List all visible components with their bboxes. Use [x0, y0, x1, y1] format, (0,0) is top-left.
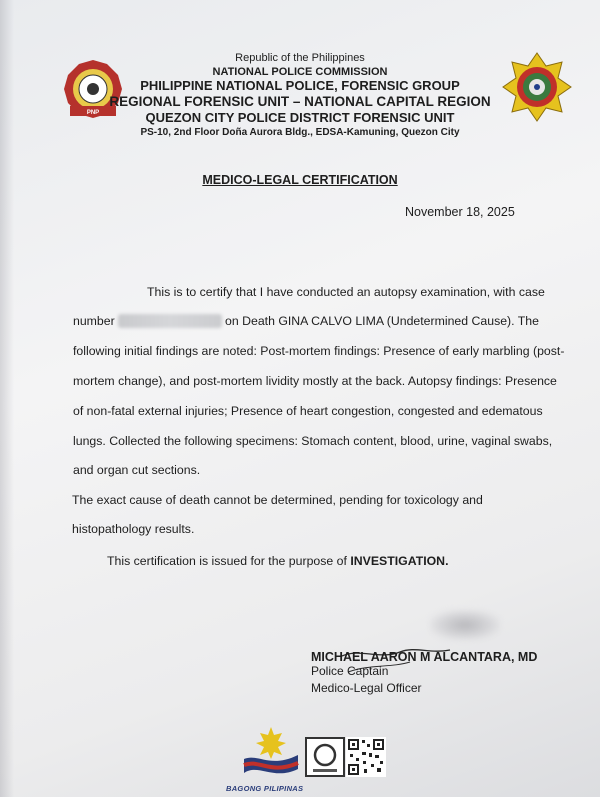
qr-code-icon: [346, 737, 386, 777]
body-line-2-prefix: number: [73, 314, 115, 328]
signatory-name: MICHAEL AARON M ALCANTARA, MD: [311, 650, 538, 664]
footer-caption: BAGONG PILIPINAS: [226, 784, 304, 793]
signatory-rank: Police Captain: [311, 664, 389, 678]
bagong-pilipinas-logo-icon: [240, 725, 302, 781]
circle-emblem-icon: [307, 739, 343, 775]
body-line-4: mortem change), and post-mortem lividity mostly at the back. Autopsy findings: Presence: [73, 374, 557, 388]
letterhead-napolcom: NATIONAL POLICE COMMISSION: [212, 66, 388, 78]
svg-text:PNP: PNP: [86, 110, 100, 116]
purpose-bold: INVESTIGATION.: [350, 554, 449, 568]
letterhead-republic: Republic of the Philippines: [235, 52, 365, 64]
cause-line-2: histopathology results.: [72, 522, 195, 536]
purpose-prefix: This certification is issued for the purpose of: [107, 554, 351, 568]
cause-line-1: The exact cause of death cannot be determined, pending for toxicology and: [72, 493, 483, 507]
body-line-6: lungs. Collected the following specimens: Stomach content, blood, urine, vaginal swabs,: [73, 434, 553, 448]
body-line-5: of non-fatal external injuries; Presence of heart congestion, congested and edematous: [73, 404, 543, 418]
document-date: November 18, 2025: [405, 205, 515, 219]
page-shadow: [0, 0, 14, 797]
letterhead-address: PS-10, 2nd Floor Doña Aurora Bldg., EDSA-Kamuning, Quezon City: [140, 127, 460, 138]
body-line-7: and organ cut sections.: [73, 463, 201, 477]
letterhead-district-unit: QUEZON CITY POLICE DISTRICT FORENSIC UNIT: [145, 110, 455, 125]
letterhead-pnp: PHILIPPINE NATIONAL POLICE, FORENSIC GROUP: [140, 78, 460, 93]
footer-emblem-icon: [305, 737, 345, 777]
letterhead-regional-unit: REGIONAL FORENSIC UNIT – NATIONAL CAPITAL REGION: [109, 94, 491, 109]
body-line-1: This is to certify that I have conducted an autopsy examination, with case: [147, 285, 545, 299]
purpose-statement: [107, 554, 448, 568]
body-line-2-suffix: on Death GINA CALVO LIMA (Undetermined Cause). The: [225, 314, 539, 328]
signatory-role: Medico-Legal Officer: [311, 681, 422, 695]
signature-blur: [430, 610, 500, 640]
redacted-case-number: [118, 314, 222, 328]
body-line-3: following initial findings are noted: Post-mortem findings: Presence of early marbling (post-: [73, 344, 565, 358]
document-title: MEDICO-LEGAL CERTIFICATION: [202, 173, 398, 187]
